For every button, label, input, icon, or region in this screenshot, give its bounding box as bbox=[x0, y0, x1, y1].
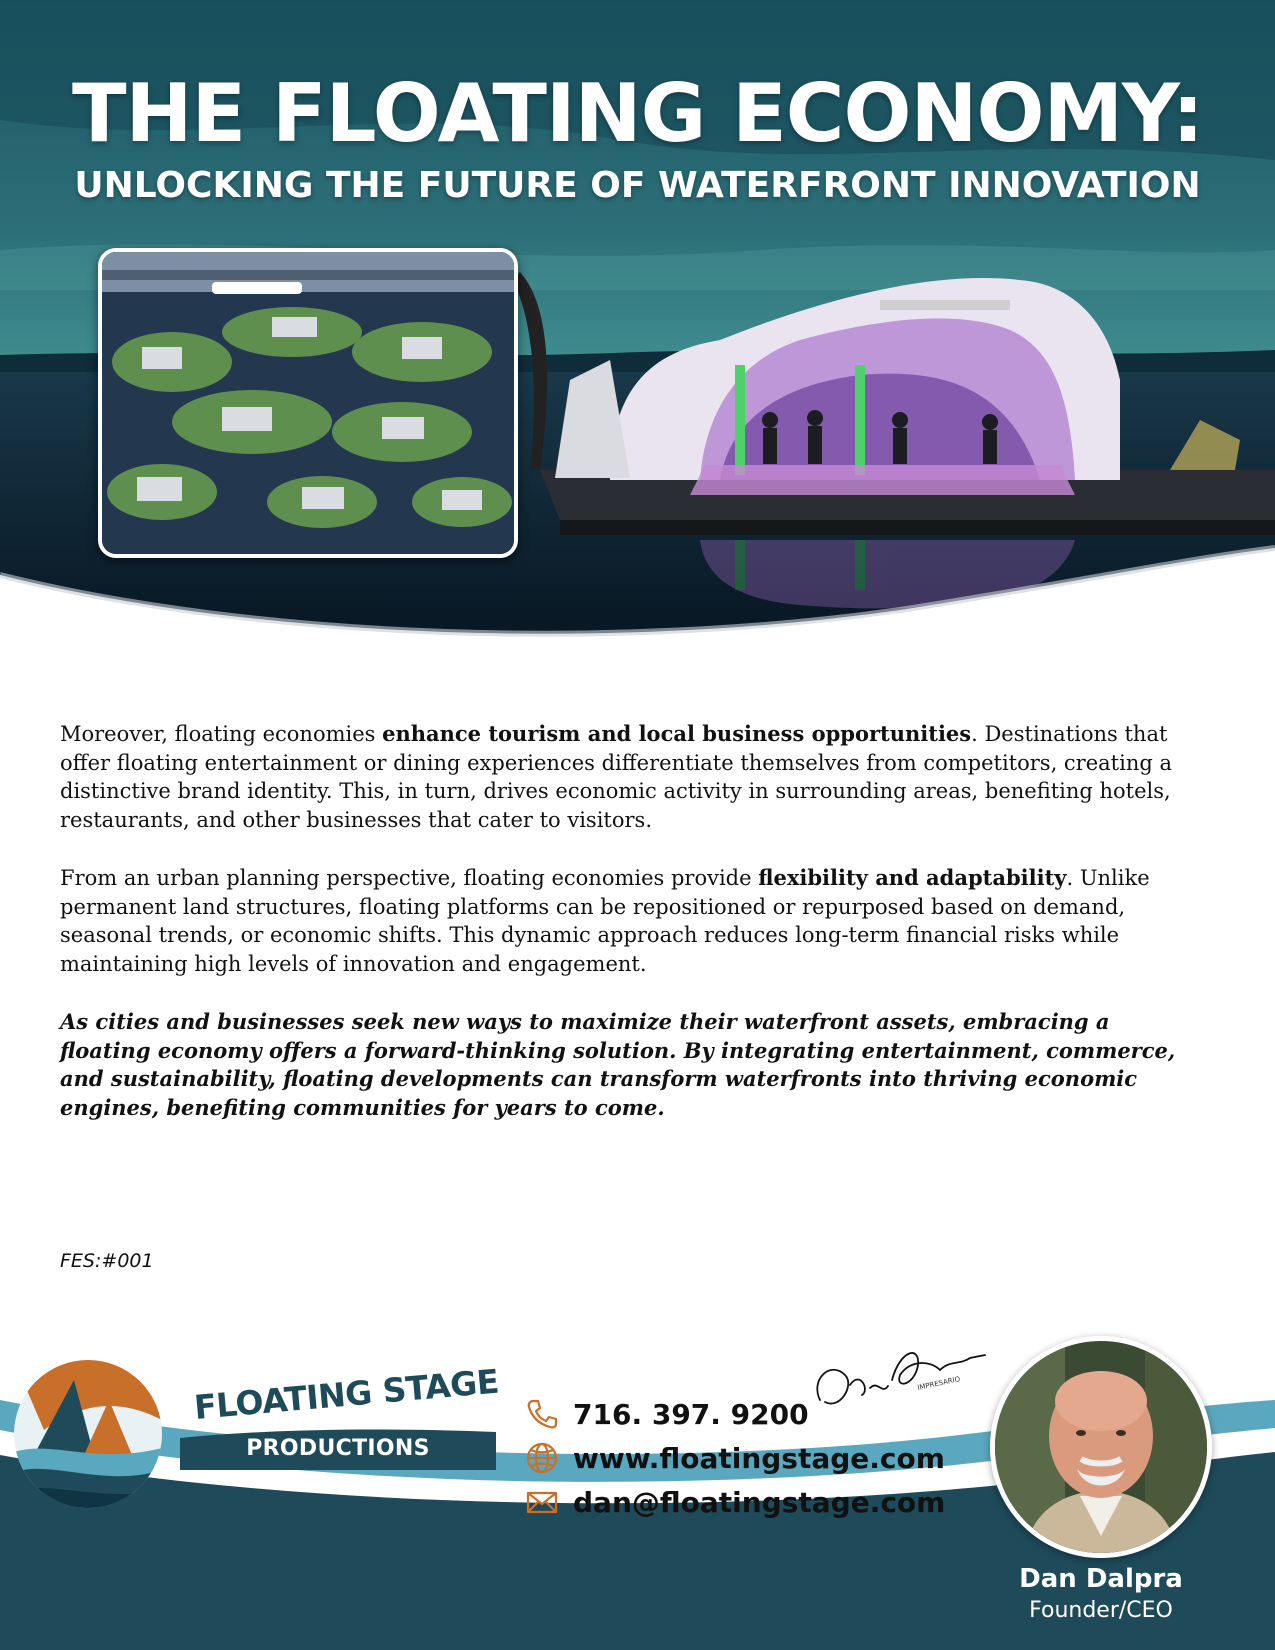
website-link[interactable]: www.floatingstage.com bbox=[573, 1441, 945, 1475]
article-body bbox=[60, 720, 1200, 1152]
founder-title: Founder/CEO bbox=[1029, 1598, 1173, 1623]
document-code: FES:#001 bbox=[60, 1250, 154, 1272]
emphasis: enhance tourism and local business opportunities bbox=[382, 721, 972, 746]
mail-icon bbox=[525, 1485, 559, 1519]
paragraph-closing: As cities and businesses seek new ways to maximize their waterfront assets, embracing a floating economy offers a forward-thinking solution. By integrating entertainment, commerce, and sustainability, floating developments can transform waterfronts into thriving economic engines, benefiting communities for years to come. bbox=[60, 1009, 1176, 1120]
text-span: From an urban planning perspective, floating economies provide bbox=[60, 866, 759, 890]
emphasis: flexibility and adaptability bbox=[758, 865, 1067, 890]
floating-city-photo bbox=[98, 248, 518, 558]
signature bbox=[800, 1340, 990, 1420]
contact-email[interactable] bbox=[525, 1480, 945, 1524]
contact-website[interactable] bbox=[525, 1436, 945, 1480]
text-span: Moreover, floating economies bbox=[60, 722, 383, 746]
text-span: . Unlike permanent land structures, floating platforms can be repositioned or repurposed based on demand, seasonal trends, or economic shifts. This dynamic approach reduces long-term financial risks while maintaining high levels of innovation and engagement. bbox=[60, 866, 1150, 976]
paragraph-planning bbox=[60, 864, 1200, 978]
phone-number[interactable]: 716. 397. 9200 bbox=[573, 1397, 809, 1431]
email-link[interactable]: dan@floatingstage.com bbox=[573, 1485, 946, 1519]
text-span: . Destinations that offer floating entertainment or dining experiences differentiate themselves from competitors, creating a distinctive brand identity. This, in turn, drives economic activity in surrounding areas, benefiting hotels, restaurants, and other businesses that cater to visitors. bbox=[60, 722, 1172, 832]
brand-name: FLOATING STAGE bbox=[192, 1361, 501, 1427]
brand-subtitle: PRODUCTIONS bbox=[246, 1436, 430, 1461]
founder-name: Dan Dalpra bbox=[1019, 1564, 1183, 1594]
paragraph-tourism bbox=[60, 720, 1200, 834]
signature-caption: IMPRESARIO bbox=[916, 1375, 961, 1392]
globe-icon bbox=[525, 1441, 559, 1475]
company-logo bbox=[14, 1360, 162, 1508]
page-title: THE FLOATING ECONOMY: bbox=[71, 67, 1204, 160]
phone-icon bbox=[525, 1397, 559, 1431]
page-subtitle: UNLOCKING THE FUTURE OF WATERFRONT INNOVATION bbox=[74, 165, 1201, 206]
founder-portrait bbox=[990, 1336, 1212, 1558]
hero-banner bbox=[0, 0, 1275, 660]
